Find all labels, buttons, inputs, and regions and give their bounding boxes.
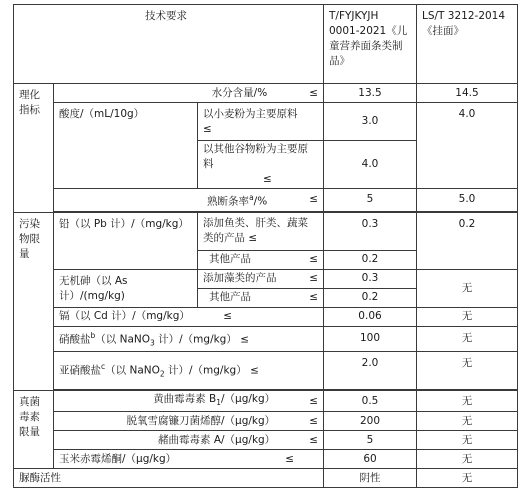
arsenic-label: 无机砷（以 As 计）/(mg/kg) [54, 269, 198, 307]
lead-sub1-std1: 0.3 [324, 212, 417, 250]
acidity-sub2: 以其他谷物粉为主要原料 ≤ [198, 141, 324, 189]
arsenic-sub1-std1: 0.3 [324, 269, 417, 288]
nitrate-std1: 100 [324, 326, 417, 352]
table-row [14, 103, 518, 141]
nitrite-label: 亚硝酸盐$^c$（以 NaNO$_2$ 计）/（mg/kg） ≤ [54, 352, 324, 390]
urease-std1: 阴性 [324, 469, 417, 488]
cadmium-std2: 无 [417, 307, 518, 326]
table-row [14, 326, 518, 352]
lead-sub2: 其他产品 ≤ [198, 250, 324, 269]
don-label: 脱氧雪腐镰刀菌烯醇/（μg/kg） ≤ [54, 412, 324, 431]
don-std1: 200 [324, 412, 417, 431]
acidity-std2: 4.0 [417, 103, 518, 189]
zearalenone-label: 玉米赤霉烯酮/（μg/kg） ≤ [54, 450, 324, 469]
group-physchem: 理化指标 [14, 84, 54, 213]
aflatoxin-std2: 无 [417, 391, 518, 412]
table-row [14, 307, 518, 326]
moisture-std2: 14.5 [417, 84, 518, 103]
nitrate-label: 硝酸盐$^b$（以 NaNO$_3$ 计）/（mg/kg） ≤ [54, 326, 324, 352]
table-row [14, 212, 518, 250]
table-row [14, 269, 518, 288]
acidity-sub1-std1: 3.0 [324, 103, 417, 141]
breakage-std2: 5.0 [417, 189, 518, 212]
group-mycotoxin: 真菌毒素限量 [14, 391, 54, 469]
header-requirement: 技术要求 [14, 5, 324, 84]
ochratoxin-std1: 5 [324, 431, 417, 450]
ochratoxin-std2: 无 [417, 431, 518, 450]
moisture-std1: 13.5 [324, 84, 417, 103]
table-row [14, 391, 518, 412]
acidity-label: 酸度/（mL/10g） [54, 103, 198, 189]
breakage-label: 熟断条率$^a$/% ≤ [54, 189, 324, 212]
nitrite-std1: 2.0 [324, 352, 417, 390]
lead-sub2-std1: 0.2 [324, 250, 417, 269]
cadmium-std1: 0.06 [324, 307, 417, 326]
table-row [14, 431, 518, 450]
group-contaminant: 污染物限量 [14, 212, 54, 391]
zearalenone-std1: 60 [324, 450, 417, 469]
moisture-label: 水分含量/% ≤ [54, 84, 324, 103]
acidity-sub2-std1: 4.0 [324, 141, 417, 189]
standards-comparison-table [13, 4, 518, 488]
aflatoxin-std1: 0.5 [324, 391, 417, 412]
table-row [14, 84, 518, 103]
ochratoxin-label: 赭曲霉毒素 A/（μg/kg） ≤ [54, 431, 324, 450]
table-row [14, 450, 518, 469]
urease-label: 脲酶活性 [14, 469, 324, 488]
aflatoxin-label: 黄曲霉毒素 $B_1/(\mu g/kg)$ ≤ [54, 391, 324, 412]
table-row [14, 189, 518, 212]
arsenic-std2: 无 [417, 269, 518, 307]
nitrate-std2: 无 [417, 326, 518, 352]
table-row [14, 352, 518, 390]
zearalenone-std2: 无 [417, 450, 518, 469]
table-header-row [14, 5, 518, 84]
acidity-sub1: 以小麦粉为主要原料 ≤ [198, 103, 324, 141]
urease-std2: 无 [417, 469, 518, 488]
header-standard-2: LS/T 3212-2014《挂面》 [417, 5, 518, 84]
header-standard-1: T/FYJKYJH 0001-2021《儿童营养面条类制品》 [324, 5, 417, 84]
nitrite-std2: 无 [417, 352, 518, 390]
lead-label: 铅（以 Pb 计）/（mg/kg） [54, 212, 198, 269]
lead-sub1: 添加鱼类、肝类、蔬菜类的产品 ≤ [198, 212, 324, 250]
arsenic-sub1: 添加藻类的产品 ≤ [198, 269, 324, 288]
breakage-std1: 5 [324, 189, 417, 212]
table-row [14, 412, 518, 431]
arsenic-sub2-std1: 0.2 [324, 288, 417, 307]
arsenic-sub2: 其他产品 ≤ [198, 288, 324, 307]
don-std2: 无 [417, 412, 518, 431]
lead-std2: 0.2 [417, 212, 518, 269]
cadmium-label: 镉（以 Cd 计）/（mg/kg） ≤ [54, 307, 324, 326]
